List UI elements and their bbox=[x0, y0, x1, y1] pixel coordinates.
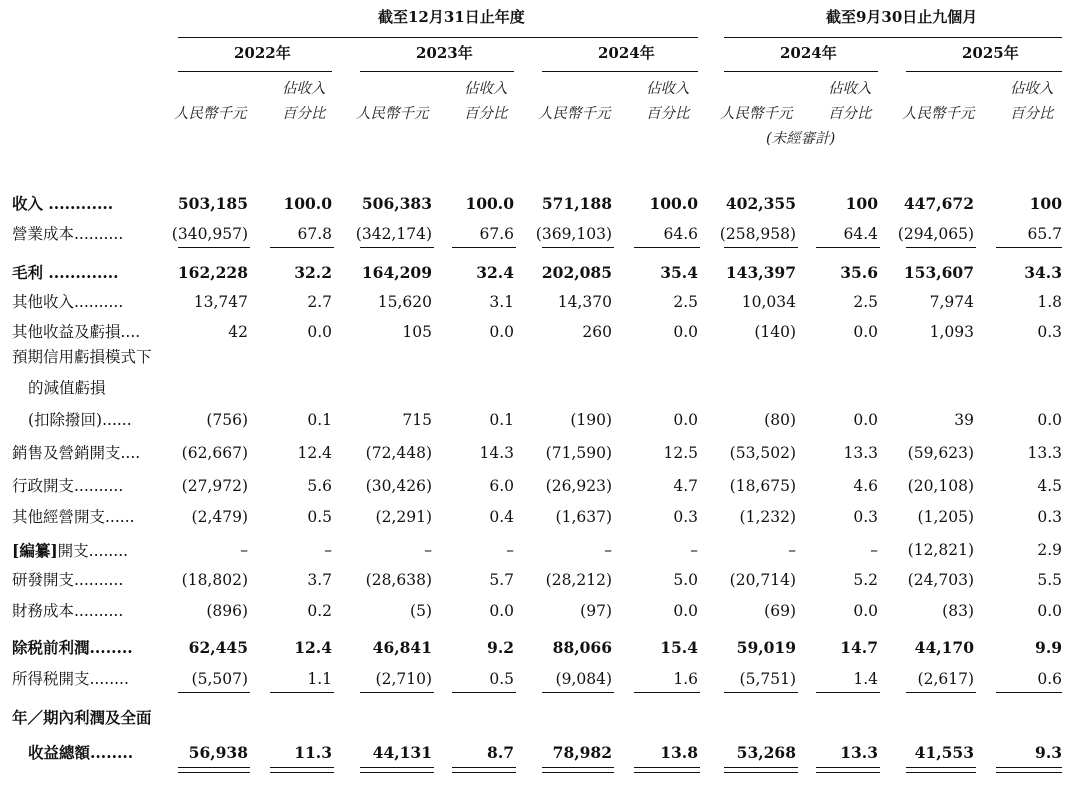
subtotal-rule bbox=[816, 247, 880, 248]
amount-cell: (2,710) bbox=[375, 670, 432, 688]
percent-cell: 1.8 bbox=[1037, 293, 1062, 311]
row-label: 財務成本.......... bbox=[12, 602, 124, 620]
percent-cell: 0.0 bbox=[1037, 411, 1062, 429]
total-double-rule bbox=[360, 772, 434, 773]
amount-cell: 162,228 bbox=[177, 263, 248, 282]
percent-cell: 1.6 bbox=[673, 670, 698, 688]
total-double-rule bbox=[724, 772, 798, 773]
amount-cell: (24,703) bbox=[907, 571, 974, 589]
percent-cell: 0.3 bbox=[1037, 323, 1062, 341]
percent-cell: 5.5 bbox=[1037, 571, 1062, 589]
col-header-amount: 人民幣千元 bbox=[538, 106, 611, 122]
percent-cell: 35.6 bbox=[840, 263, 878, 282]
year-header: 2025年 bbox=[962, 44, 1019, 62]
total-double-rule bbox=[178, 772, 250, 773]
percent-cell: 100 bbox=[845, 194, 878, 213]
percent-cell: 1.4 bbox=[853, 670, 878, 688]
percent-cell: – bbox=[506, 541, 514, 559]
percent-cell: 100 bbox=[1029, 194, 1062, 213]
amount-cell: 42 bbox=[228, 323, 248, 341]
amount-cell: (59,623) bbox=[907, 444, 974, 462]
year-rule bbox=[724, 71, 878, 72]
percent-cell: 2.7 bbox=[307, 293, 332, 311]
amount-cell: 143,397 bbox=[725, 263, 796, 282]
subtotal-rule bbox=[178, 247, 250, 248]
amount-cell: 506,383 bbox=[361, 194, 432, 213]
amount-cell: (71,590) bbox=[545, 444, 612, 462]
col-header-amount: 人民幣千元 bbox=[174, 106, 247, 122]
amount-cell: (12,821) bbox=[907, 541, 974, 559]
subtotal-rule bbox=[724, 692, 798, 693]
col-header-pct: 百分比 bbox=[464, 106, 508, 122]
amount-cell: (69) bbox=[764, 602, 796, 620]
col-header-pct: 佔收入 bbox=[646, 81, 690, 97]
percent-cell: 4.6 bbox=[853, 477, 878, 495]
amount-cell: 88,066 bbox=[552, 638, 612, 657]
year-header: 2024年 bbox=[780, 44, 837, 62]
amount-cell: (28,212) bbox=[545, 571, 612, 589]
percent-cell: 3.7 bbox=[307, 571, 332, 589]
col-header-unaudited: (未經審計) bbox=[766, 131, 836, 147]
percent-cell: 11.3 bbox=[294, 743, 332, 762]
subtotal-rule bbox=[270, 247, 334, 248]
amount-cell: 10,034 bbox=[741, 293, 796, 311]
percent-cell: 5.0 bbox=[673, 571, 698, 589]
amount-cell: 15,620 bbox=[377, 293, 432, 311]
amount-cell: 402,355 bbox=[725, 194, 796, 213]
amount-cell: 260 bbox=[582, 323, 612, 341]
amount-cell: (27,972) bbox=[181, 477, 248, 495]
amount-cell: (18,802) bbox=[181, 571, 248, 589]
percent-cell: 9.3 bbox=[1035, 743, 1062, 762]
amount-cell: 447,672 bbox=[903, 194, 974, 213]
percent-cell: 0.0 bbox=[1037, 602, 1062, 620]
subtotal-rule bbox=[452, 692, 516, 693]
percent-cell: 14.3 bbox=[479, 444, 514, 462]
amount-cell: (2,479) bbox=[191, 508, 248, 526]
row-label: 營業成本.......... bbox=[12, 225, 124, 243]
col-header-amount: 人民幣千元 bbox=[902, 106, 975, 122]
percent-cell: 0.0 bbox=[673, 602, 698, 620]
percent-cell: 100.0 bbox=[465, 194, 514, 213]
percent-cell: 0.0 bbox=[673, 411, 698, 429]
year-rule bbox=[360, 71, 514, 72]
year-header: 2023年 bbox=[416, 44, 473, 62]
percent-cell: 13.3 bbox=[1027, 444, 1062, 462]
percent-cell: 35.4 bbox=[660, 263, 698, 282]
percent-cell: 2.9 bbox=[1037, 541, 1062, 559]
percent-cell: 8.7 bbox=[487, 743, 514, 762]
amount-cell: (2,291) bbox=[375, 508, 432, 526]
percent-cell: 12.4 bbox=[294, 638, 332, 657]
total-double-rule bbox=[270, 767, 334, 768]
percent-cell: 0.3 bbox=[673, 508, 698, 526]
amount-cell: – bbox=[424, 541, 432, 559]
amount-cell: 1,093 bbox=[929, 323, 974, 341]
total-double-rule bbox=[724, 767, 798, 768]
percent-cell: 0.0 bbox=[853, 411, 878, 429]
amount-cell: 202,085 bbox=[541, 263, 612, 282]
amount-cell: (340,957) bbox=[171, 225, 248, 243]
total-double-rule bbox=[906, 767, 976, 768]
subtotal-rule bbox=[634, 692, 700, 693]
percent-cell: 64.4 bbox=[843, 225, 878, 243]
col-header-amount: 人民幣千元 bbox=[356, 106, 429, 122]
total-double-rule bbox=[906, 772, 976, 773]
amount-cell: (53,502) bbox=[729, 444, 796, 462]
percent-cell: 0.4 bbox=[489, 508, 514, 526]
percent-cell: 0.0 bbox=[853, 323, 878, 341]
row-label: 所得税開支........ bbox=[12, 670, 129, 688]
amount-cell: (1,205) bbox=[917, 508, 974, 526]
percent-cell: 12.4 bbox=[297, 444, 332, 462]
col-header-amount: 人民幣千元 bbox=[720, 106, 793, 122]
amount-cell: 503,185 bbox=[177, 194, 248, 213]
row-label: 收益總額........ bbox=[28, 743, 134, 762]
row-label: 毛利 ............. bbox=[12, 263, 119, 282]
row-label: 預期信用虧損模式下 bbox=[12, 348, 152, 366]
total-double-rule bbox=[634, 767, 700, 768]
amount-cell: 44,131 bbox=[372, 743, 432, 762]
amount-cell: (2,617) bbox=[917, 670, 974, 688]
amount-cell: (20,714) bbox=[729, 571, 796, 589]
row-label: (扣除撥回)...... bbox=[28, 411, 132, 429]
col-header-pct: 百分比 bbox=[1010, 106, 1054, 122]
amount-cell: 41,553 bbox=[914, 743, 974, 762]
total-double-rule bbox=[178, 767, 250, 768]
col-header-pct: 百分比 bbox=[282, 106, 326, 122]
subtotal-rule bbox=[816, 692, 880, 693]
total-double-rule bbox=[542, 767, 614, 768]
subtotal-rule bbox=[270, 692, 334, 693]
subtotal-rule bbox=[634, 247, 700, 248]
total-double-rule bbox=[452, 767, 516, 768]
amount-cell: (1,637) bbox=[555, 508, 612, 526]
row-label: 的減值虧損 bbox=[28, 379, 106, 397]
percent-cell: 12.5 bbox=[663, 444, 698, 462]
percent-cell: 0.6 bbox=[1037, 670, 1062, 688]
amount-cell: (62,667) bbox=[181, 444, 248, 462]
percent-cell: 32.4 bbox=[476, 263, 514, 282]
amount-cell: (1,232) bbox=[739, 508, 796, 526]
col-header-pct: 佔收入 bbox=[282, 81, 326, 97]
row-label: 其他收入.......... bbox=[12, 293, 124, 311]
amount-cell: (28,638) bbox=[365, 571, 432, 589]
percent-cell: 5.6 bbox=[307, 477, 332, 495]
col-header-pct: 百分比 bbox=[646, 106, 690, 122]
total-double-rule bbox=[270, 772, 334, 773]
percent-cell: 0.0 bbox=[853, 602, 878, 620]
percent-cell: 0.5 bbox=[489, 670, 514, 688]
percent-cell: 5.7 bbox=[489, 571, 514, 589]
percent-cell: 9.2 bbox=[487, 638, 514, 657]
percent-cell: – bbox=[324, 541, 332, 559]
percent-cell: 15.4 bbox=[660, 638, 698, 657]
subtotal-rule bbox=[452, 247, 516, 248]
percent-cell: 0.3 bbox=[1037, 508, 1062, 526]
percent-cell: 2.5 bbox=[673, 293, 698, 311]
amount-cell: 105 bbox=[402, 323, 432, 341]
amount-cell: (342,174) bbox=[355, 225, 432, 243]
amount-cell: 44,170 bbox=[914, 638, 974, 657]
row-label: 銷售及營銷開支.... bbox=[12, 444, 141, 462]
year-rule bbox=[542, 71, 698, 72]
percent-cell: 65.7 bbox=[1027, 225, 1062, 243]
total-double-rule bbox=[816, 767, 880, 768]
col-header-pct: 佔收入 bbox=[464, 81, 508, 97]
amount-cell: (140) bbox=[754, 323, 796, 341]
percent-cell: 13.3 bbox=[843, 444, 878, 462]
amount-cell: (5,507) bbox=[191, 670, 248, 688]
amount-cell: 56,938 bbox=[188, 743, 248, 762]
amount-cell: (190) bbox=[570, 411, 612, 429]
col-header-pct: 佔收入 bbox=[1010, 81, 1054, 97]
subtotal-rule bbox=[542, 247, 614, 248]
percent-cell: 6.0 bbox=[489, 477, 514, 495]
percent-cell: 100.0 bbox=[283, 194, 332, 213]
amount-cell: (294,065) bbox=[897, 225, 974, 243]
amount-cell: (20,108) bbox=[907, 477, 974, 495]
percent-cell: 0.1 bbox=[307, 411, 332, 429]
percent-cell: – bbox=[870, 541, 878, 559]
amount-cell: 59,019 bbox=[736, 638, 796, 657]
total-double-rule bbox=[452, 772, 516, 773]
percent-cell: 4.7 bbox=[673, 477, 698, 495]
percent-cell: 0.2 bbox=[307, 602, 332, 620]
percent-cell: 67.8 bbox=[297, 225, 332, 243]
year-rule bbox=[178, 71, 332, 72]
row-label-text: 開支........ bbox=[57, 542, 129, 560]
amount-cell: 13,747 bbox=[193, 293, 248, 311]
amount-cell: (30,426) bbox=[365, 477, 432, 495]
percent-cell: 0.0 bbox=[307, 323, 332, 341]
year-rule bbox=[906, 71, 1062, 72]
year-header: 2022年 bbox=[234, 44, 291, 62]
group-header-nine-months: 截至9月30日止九個月 bbox=[826, 8, 978, 26]
subtotal-rule bbox=[360, 692, 434, 693]
amount-cell: 571,188 bbox=[541, 194, 612, 213]
percent-cell: 13.3 bbox=[840, 743, 878, 762]
percent-cell: 13.8 bbox=[660, 743, 698, 762]
amount-cell: (896) bbox=[206, 602, 248, 620]
row-label: 其他收益及虧損.... bbox=[12, 323, 141, 341]
amount-cell: (258,958) bbox=[719, 225, 796, 243]
row-label: 行政開支.......... bbox=[12, 477, 124, 495]
amount-cell: (80) bbox=[764, 411, 796, 429]
percent-cell: 1.1 bbox=[307, 670, 332, 688]
group-header-fiscal-year: 截至12月31日止年度 bbox=[378, 8, 525, 26]
group-rule-fiscal-year bbox=[178, 37, 698, 38]
subtotal-rule bbox=[724, 247, 798, 248]
percent-cell: – bbox=[690, 541, 698, 559]
total-double-rule bbox=[816, 772, 880, 773]
amount-cell: 7,974 bbox=[929, 293, 974, 311]
percent-cell: 4.5 bbox=[1037, 477, 1062, 495]
col-header-pct: 佔收入 bbox=[828, 81, 872, 97]
amount-cell: 53,268 bbox=[736, 743, 796, 762]
percent-cell: 5.2 bbox=[853, 571, 878, 589]
row-label: 年／期內利潤及全面 bbox=[12, 708, 152, 727]
amount-cell: (756) bbox=[206, 411, 248, 429]
percent-cell: 67.6 bbox=[479, 225, 514, 243]
percent-cell: 64.6 bbox=[663, 225, 698, 243]
percent-cell: 14.7 bbox=[840, 638, 878, 657]
amount-cell: (97) bbox=[580, 602, 612, 620]
col-header-pct: 百分比 bbox=[828, 106, 872, 122]
subtotal-rule bbox=[996, 692, 1062, 693]
subtotal-rule bbox=[996, 247, 1062, 248]
row-label bbox=[12, 543, 128, 560]
amount-cell: 39 bbox=[954, 411, 974, 429]
percent-cell: 0.5 bbox=[307, 508, 332, 526]
amount-cell: 715 bbox=[402, 411, 432, 429]
bracket-term: [編纂] bbox=[12, 541, 58, 560]
amount-cell: (369,103) bbox=[535, 225, 612, 243]
amount-cell: (5) bbox=[410, 602, 432, 620]
total-double-rule bbox=[634, 772, 700, 773]
total-double-rule bbox=[360, 767, 434, 768]
amount-cell: 62,445 bbox=[188, 638, 248, 657]
amount-cell: 78,982 bbox=[552, 743, 612, 762]
amount-cell: (18,675) bbox=[729, 477, 796, 495]
percent-cell: 32.2 bbox=[294, 263, 332, 282]
amount-cell: 164,209 bbox=[361, 263, 432, 282]
percent-cell: 0.1 bbox=[489, 411, 514, 429]
percent-cell: 2.5 bbox=[853, 293, 878, 311]
subtotal-rule bbox=[906, 692, 976, 693]
subtotal-rule bbox=[542, 692, 614, 693]
amount-cell: – bbox=[788, 541, 796, 559]
subtotal-rule bbox=[178, 692, 250, 693]
total-double-rule bbox=[996, 767, 1062, 768]
amount-cell: (5,751) bbox=[739, 670, 796, 688]
subtotal-rule bbox=[360, 247, 434, 248]
percent-cell: 9.9 bbox=[1035, 638, 1062, 657]
row-label: 除税前利潤........ bbox=[12, 638, 133, 657]
amount-cell: 153,607 bbox=[903, 263, 974, 282]
amount-cell: (26,923) bbox=[545, 477, 612, 495]
amount-cell: (9,084) bbox=[555, 670, 612, 688]
amount-cell: 46,841 bbox=[372, 638, 432, 657]
amount-cell: (72,448) bbox=[365, 444, 432, 462]
percent-cell: 100.0 bbox=[649, 194, 698, 213]
subtotal-rule bbox=[906, 247, 976, 248]
percent-cell: 0.3 bbox=[853, 508, 878, 526]
percent-cell: 3.1 bbox=[489, 293, 514, 311]
percent-cell: 0.0 bbox=[673, 323, 698, 341]
amount-cell: (83) bbox=[942, 602, 974, 620]
percent-cell: 0.0 bbox=[489, 323, 514, 341]
amount-cell: – bbox=[240, 541, 248, 559]
amount-cell: 14,370 bbox=[557, 293, 612, 311]
percent-cell: 34.3 bbox=[1024, 263, 1062, 282]
row-label: 收入 ............ bbox=[12, 194, 114, 213]
total-double-rule bbox=[542, 772, 614, 773]
percent-cell: 0.0 bbox=[489, 602, 514, 620]
total-double-rule bbox=[996, 772, 1062, 773]
year-header: 2024年 bbox=[598, 44, 655, 62]
group-rule-nine-months bbox=[724, 37, 1062, 38]
row-label: 研發開支.......... bbox=[12, 571, 124, 589]
amount-cell: – bbox=[604, 541, 612, 559]
row-label: 其他經營開支...... bbox=[12, 508, 135, 526]
